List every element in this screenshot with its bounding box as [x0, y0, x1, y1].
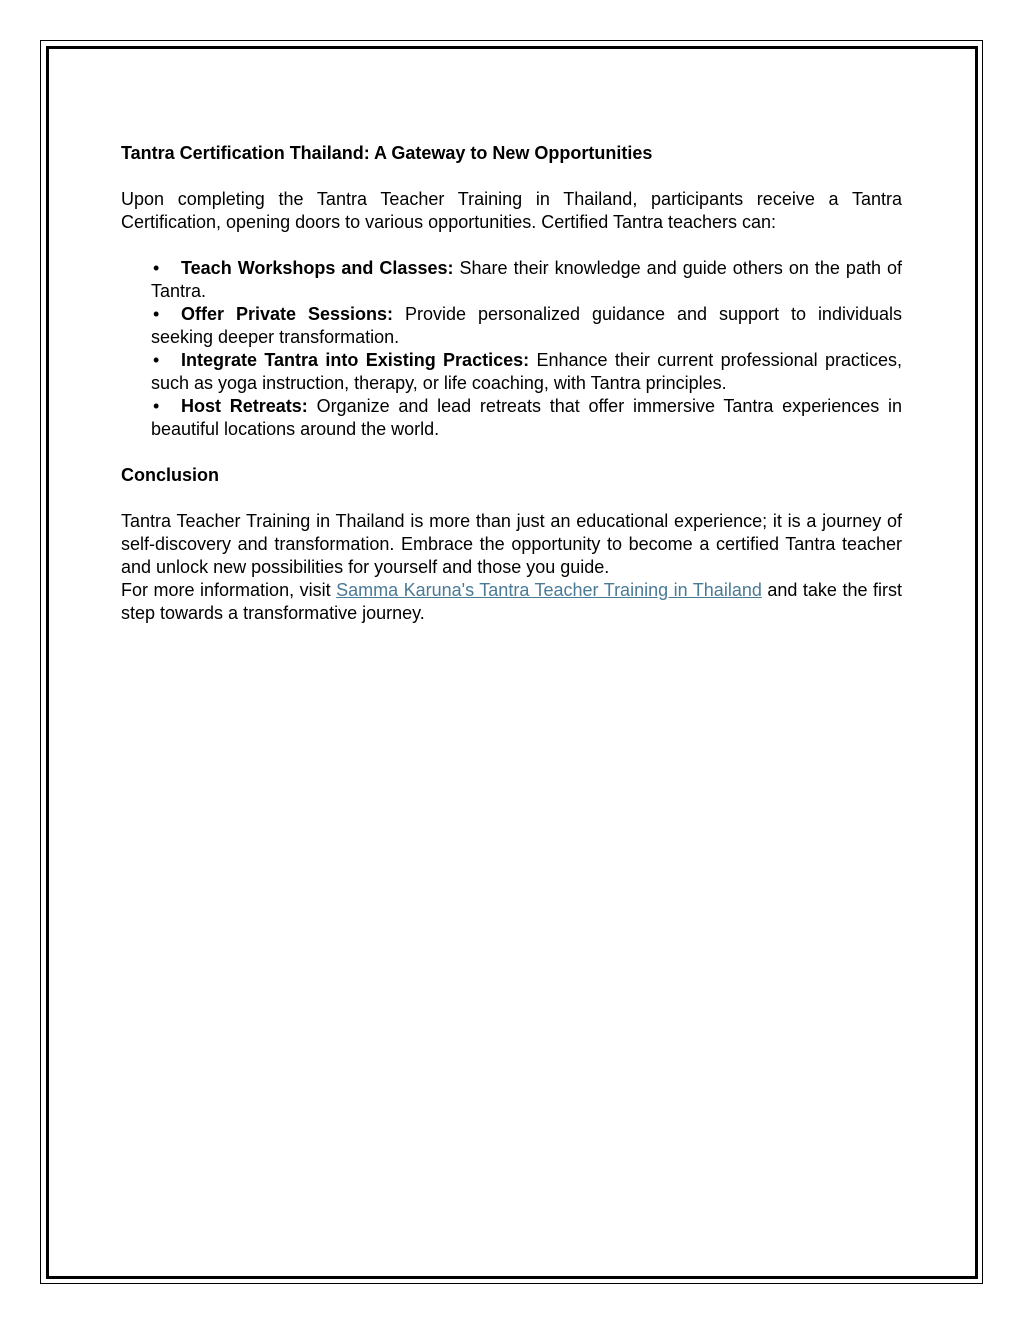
cta-suffix: and take the first step towards a transformative journey. — [121, 580, 902, 623]
conclusion-heading: Conclusion — [121, 465, 219, 485]
list-item-term: Offer Private Sessions: — [181, 304, 393, 324]
document-content — [121, 142, 902, 625]
list-item-text: Enhance their current professional practices, such as yoga instruction, therapy, or life coaching, with Tantra principles. — [151, 350, 902, 393]
list-item — [151, 257, 902, 303]
list-item — [151, 349, 902, 395]
opportunities-list — [121, 257, 902, 441]
list-item-term: Integrate Tantra into Existing Practices: — [181, 350, 530, 370]
intro-paragraph: Upon completing the Tantra Teacher Training in Thailand, participants receive a Tantra Certification, opening doors to various opportunities. Certified Tantra teachers can: — [121, 189, 902, 232]
section-heading: Tantra Certification Thailand: A Gateway to New Opportunities — [121, 143, 653, 163]
list-item-text: Provide personalized guidance and support to individuals seeking deeper transformation. — [151, 304, 902, 347]
conclusion-paragraph: Tantra Teacher Training in Thailand is more than just an educational experience; it is a journey of self-discovery and transformation. Embrace the opportunity to become a certified Tantra teacher and unlock new possibilities for yourself and those you guide. — [121, 511, 902, 577]
list-item — [151, 303, 902, 349]
bullet-icon: • — [153, 350, 160, 370]
list-item — [151, 395, 902, 441]
cta-paragraph — [121, 579, 902, 625]
training-link[interactable]: Samma Karuna's Tantra Teacher Training in Thailand — [336, 580, 762, 600]
list-item-term: Teach Workshops and Classes: — [181, 258, 454, 278]
bullet-icon: • — [153, 258, 160, 278]
cta-prefix: For more information, visit — [121, 580, 331, 600]
list-item-text: Share their knowledge and guide others on the path of Tantra. — [151, 258, 902, 301]
bullet-icon: • — [153, 396, 160, 416]
list-item-term: Host Retreats: — [181, 396, 308, 416]
bullet-icon: • — [153, 304, 160, 324]
list-item-text: Organize and lead retreats that offer immersive Tantra experiences in beautiful locations around the world. — [151, 396, 902, 439]
